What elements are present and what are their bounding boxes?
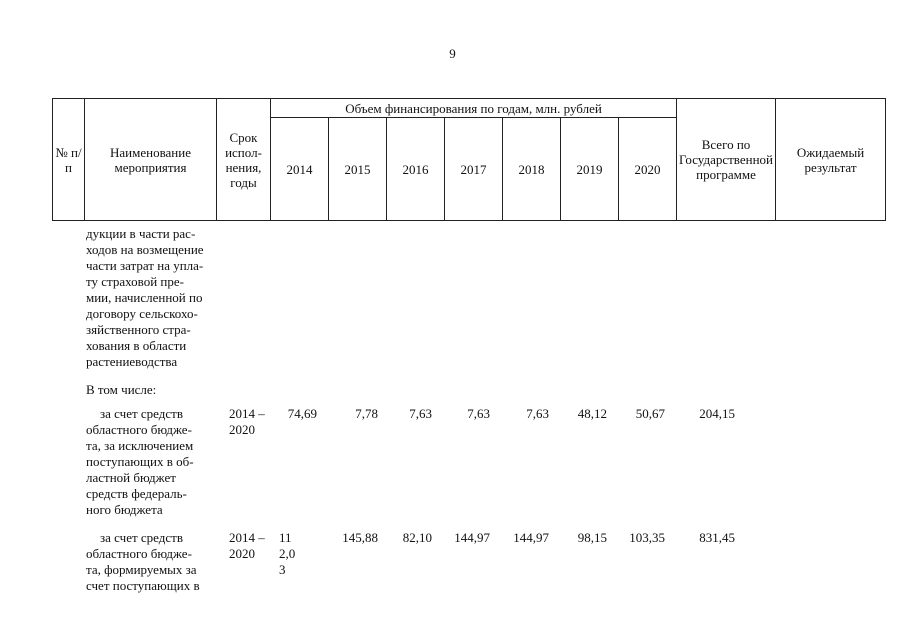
row-term: 2014 – 2020 (229, 530, 265, 561)
name-line: растениеводства (86, 354, 178, 369)
name-line: областного бюдже- (86, 422, 192, 437)
header-col-funding: Объем финансирования по годам, млн. рублей (271, 99, 677, 118)
header-col-no: № п/п (53, 99, 85, 221)
row-value: 112,03 (279, 530, 296, 577)
name-line: части затрат на упла- (86, 258, 204, 273)
name-line: хования в области (86, 338, 187, 353)
header-year: 2014 (271, 118, 329, 221)
name-line: договору сельскохо- (86, 306, 198, 321)
row-value: 7,63 (467, 406, 490, 421)
name-line: ту страховой пре- (86, 274, 184, 289)
name-line: средств федераль- (86, 486, 187, 501)
header-year: 2019 (561, 118, 619, 221)
header-col-term: Срок испол-нения, годы (217, 99, 271, 221)
row-name (86, 530, 228, 594)
name-line: ного бюджета (86, 502, 163, 517)
row-value: 7,63 (526, 406, 549, 421)
subheading: В том числе: (86, 382, 157, 397)
name-line: за счет средств (100, 530, 183, 545)
row-value: 103,35 (629, 530, 665, 545)
name-line: ходов на возмещение (86, 242, 204, 257)
row-value: 82,10 (402, 530, 432, 545)
name-line: та, за исключением (86, 438, 194, 453)
row-value: 144,97 (513, 530, 549, 545)
name-line: мии, начисленной по (86, 290, 203, 305)
row-value: 7,78 (355, 406, 378, 421)
row-term: 2014 – 2020 (229, 406, 265, 437)
name-line: зяйственного стра- (86, 322, 191, 337)
header-year: 2018 (503, 118, 561, 221)
header-col-name: Наименование мероприятия (85, 99, 217, 221)
name-line: счет поступающих в (86, 578, 200, 593)
header-col-total: Всего по Государственной программе (677, 99, 776, 221)
row-value: 98,15 (577, 530, 607, 545)
name-line: дукции в части рас- (86, 226, 196, 241)
row-value: 50,67 (635, 406, 665, 421)
page-number: 9 (449, 46, 456, 61)
row-value: 144,97 (454, 530, 490, 545)
row-total: 831,45 (699, 530, 735, 545)
row-name (86, 406, 228, 518)
row-continuation-name (86, 226, 228, 370)
name-line: за счет средств (100, 406, 183, 421)
header-col-result: Ожидаемый результат (776, 99, 886, 221)
name-line: поступающих в об- (86, 454, 194, 469)
table-header (52, 98, 886, 221)
header-year: 2015 (329, 118, 387, 221)
row-value: 145,88 (342, 530, 378, 545)
name-line: областного бюдже- (86, 546, 192, 561)
name-line: та, формируемых за (86, 562, 197, 577)
header-year: 2016 (387, 118, 445, 221)
row-total: 204,15 (699, 406, 735, 421)
row-value: 74,69 (287, 406, 317, 421)
header-year: 2017 (445, 118, 503, 221)
header-year: 2020 (619, 118, 677, 221)
row-value: 7,63 (409, 406, 432, 421)
row-value: 48,12 (577, 406, 607, 421)
name-line: ластной бюджет (86, 470, 176, 485)
